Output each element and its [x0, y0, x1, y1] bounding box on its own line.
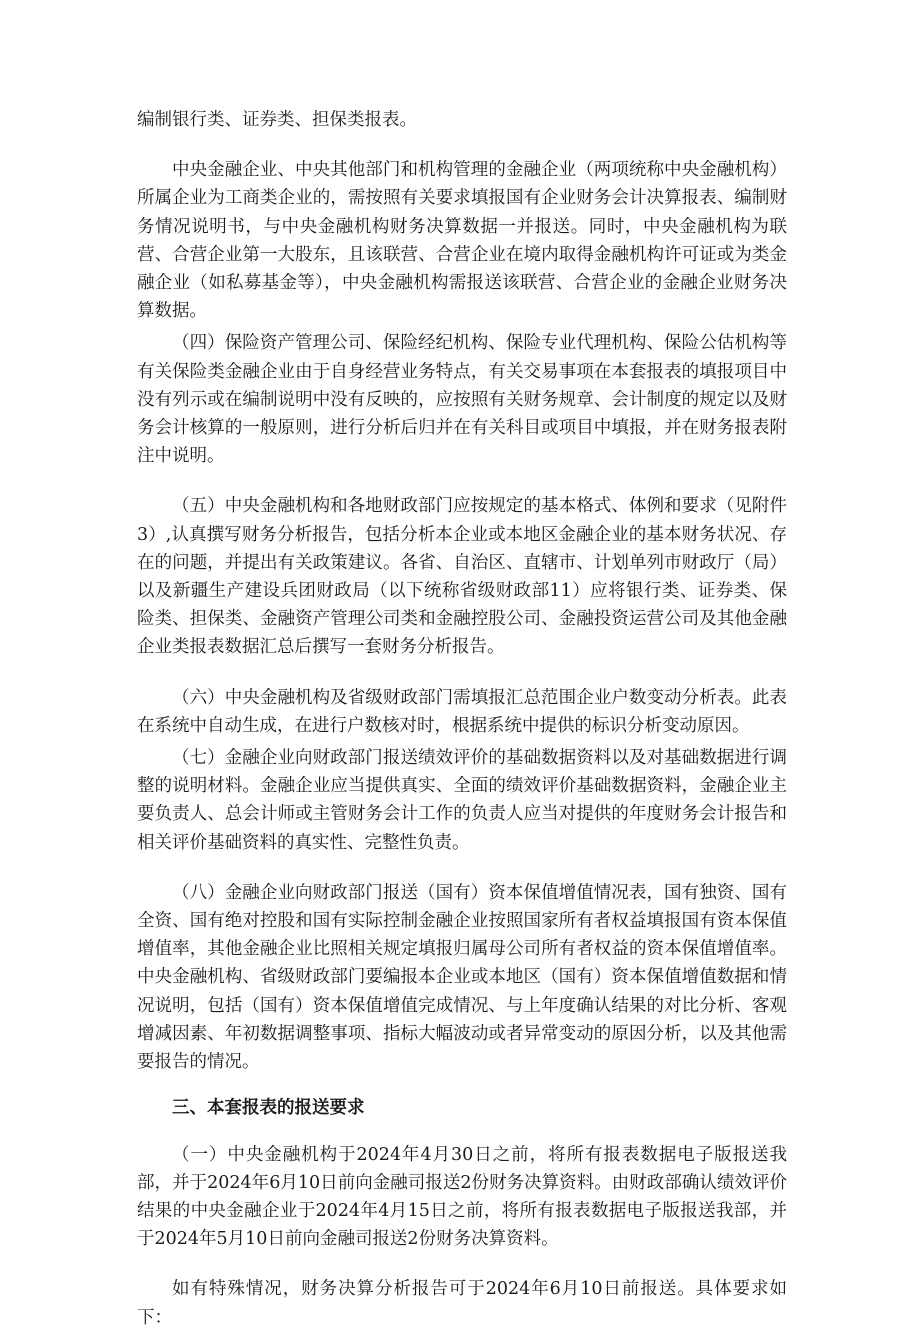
paragraph-2: （四）保险资产管理公司、保险经纪机构、保险专业代理机构、保险公估机构等有关保险类金融企业由于自身经营业务特点，有关交易事项在本套报表的填报项目中没有列示或在编制说明中没有反映的，应按照有关财务规章、会计制度的规定以及财务会计核算的一般原则，进行分析后归并在有关科目或项目中填报，并在财务报表附注中说明。	[137, 333, 787, 467]
document-body	[137, 106, 787, 1332]
paragraph-9: 如有特殊情况，财务决算分析报告可于2024年6月10日前报送。具体要求如下：	[137, 1279, 787, 1328]
paragraph-3: （五）中央金融机构和各地财政部门应按规定的基本格式、体例和要求（见附件3）,认真撰写财务分析报告，包括分析本企业或本地区金融企业的基本财务状况、存在的问题，并提出有关政策建议。各省、自治区、直辖市、计划单列市财政厅（局）以及新疆生产建设兵团财政局（以下统称省级财政部11）应将银行类、证券类、保险类、担保类、金融资产管理公司类和金融控股公司、金融投资运营公司及其他金融企业类报表数据汇总后撰写一套财务分析报告。	[137, 496, 787, 658]
paragraph-5: （七）金融企业向财政部门报送绩效评价的基础数据资料以及对基础数据进行调整的说明材料。金融企业应当提供真实、全面的绩效评价基础数据资料，金融企业主要负责人、总会计师或主管财务会计工作的负责人应当对提供的年度财务会计报告和相关评价基础资料的真实性、完整性负责。	[137, 748, 787, 853]
paragraph-4: （六）中央金融机构及省级财政部门需填报汇总范围企业户数变动分析表。此表在系统中自动生成，在进行户数核对时，根据系统中提供的标识分析变动原因。	[137, 687, 787, 736]
section-heading: 三、本套报表的报送要求	[172, 1098, 365, 1119]
paragraph-8: （一）中央金融机构于2024年4月30日之前，将所有报表数据电子版报送我部，并于2024年6月10日前向金融司报送2份财务决算资料。由财政部确认绩效评价结果的中央金融企业于2024年4月15日之前，将所有报表数据电子版报送我部，并于2024年5月10日前向金融司报送2份财务决算资料。	[137, 1144, 787, 1250]
paragraph-1: 中央金融企业、中央其他部门和机构管理的金融企业（两项统称中央金融机构）所属企业为工商类企业的，需按照有关要求填报国有企业财务会计决算报表、编制财务情况说明书，与中央金融机构财务决算数据一并报送。同时，中央金融机构为联营、合营企业第一大股东，且该联营、合营企业在境内取得金融机构许可证或为类金融企业（如私募基金等），中央金融机构需报送该联营、合营企业的金融企业财务决算数据。	[137, 160, 787, 322]
paragraph-6: （八）金融企业向财政部门报送（国有）资本保值增值情况表，国有独资、国有全资、国有绝对控股和国有实际控制金融企业按照国家所有者权益填报国有资本保值增值率，其他金融企业比照相关规定填报归属母公司所有者权益的资本保值增值率。中央金融机构、省级财政部门要编报本企业或本地区（国有）资本保值增值数据和情况说明，包括（国有）资本保值增值完成情况、与上年度确认结果的对比分析、客观增减因素、年初数据调整事项、指标大幅波动或者异常变动的原因分析，以及其他需要报告的情况。	[137, 882, 787, 1073]
paragraph-0: 编制银行类、证券类、担保类报表。	[137, 110, 417, 130]
